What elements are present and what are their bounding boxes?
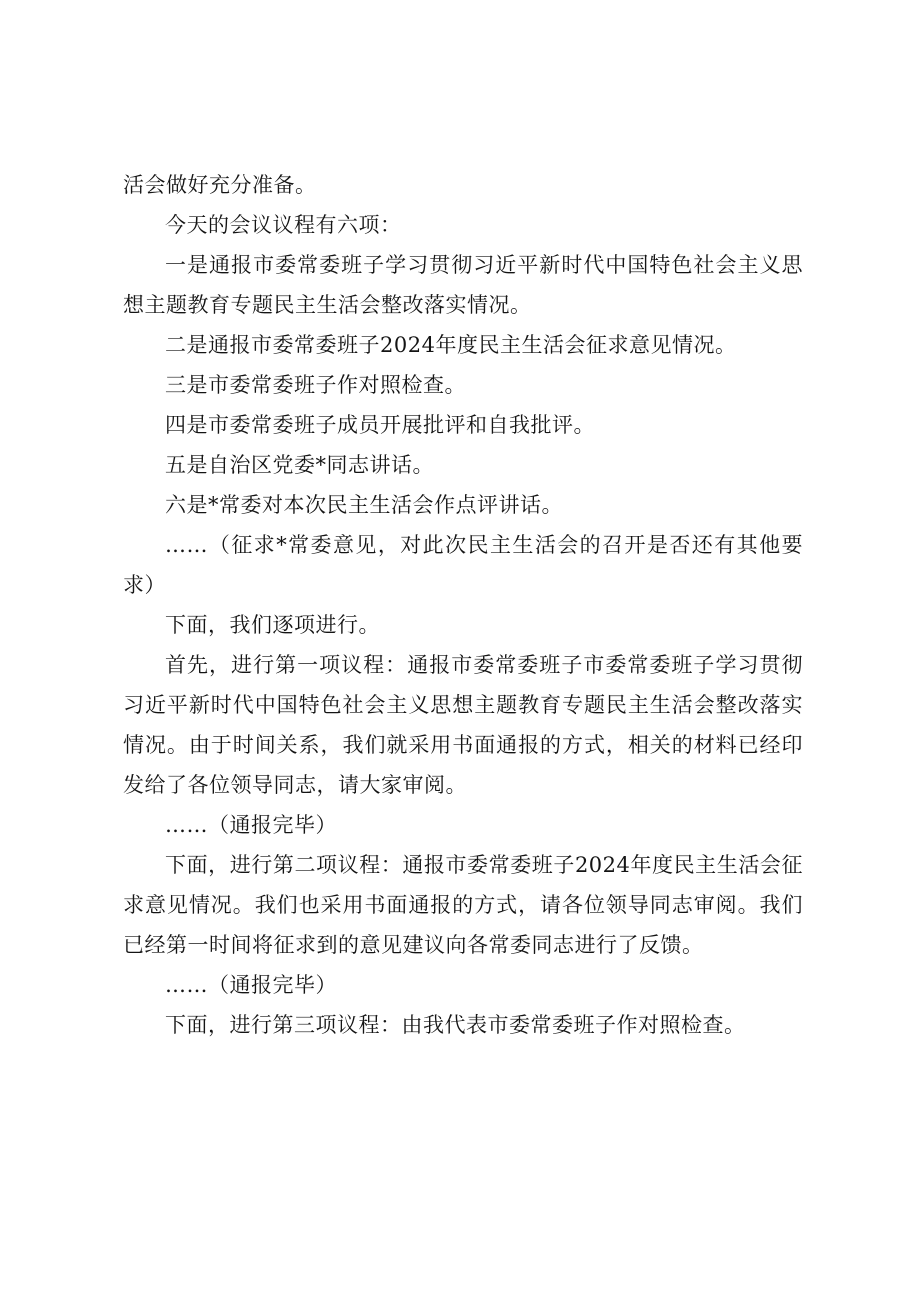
paragraph-report-done-2: ……（通报完毕） [165, 973, 337, 997]
paragraph-first-item: 首先，进行第一项议程：通报市委常委班子市委常委班子学习贯彻习近平新时代中国特色社会主义思想主题教育专题民主生活会整改落实情况。由于时间关系，我们就采用书面通报的方式，相关的材料已经印发给了各位领导同志，请大家审阅。 [123, 653, 803, 797]
paragraph-continuation: 活会做好充分准备。 [123, 173, 317, 197]
paragraph-report-done-1: ……（通报完毕） [165, 813, 337, 837]
paragraph-solicit-opinion: ……（征求*常委意见，对此次民主生活会的召开是否还有其他要求） [123, 533, 803, 597]
paragraph-proceed: 下面，我们逐项进行。 [165, 613, 380, 637]
paragraph-agenda-intro: 今天的会议议程有六项： [165, 213, 402, 237]
paragraph-third-item: 下面，进行第三项议程：由我代表市委常委班子作对照检查。 [165, 1013, 746, 1037]
paragraph-agenda-item-5: 五是自治区党委*同志讲话。 [165, 453, 434, 477]
document-body [123, 165, 803, 1045]
paragraph-agenda-item-2: 二是通报市委常委班子2024年度民主生活会征求意见情况。 [165, 333, 737, 357]
paragraph-agenda-item-4: 四是市委常委班子成员开展批评和自我批评。 [165, 413, 595, 437]
paragraph-agenda-item-1: 一是通报市委常委班子学习贯彻习近平新时代中国特色社会主义思想主题教育专题民主生活会整改落实情况。 [123, 253, 803, 317]
paragraph-agenda-item-3: 三是市委常委班子作对照检查。 [165, 373, 466, 397]
paragraph-second-item: 下面，进行第二项议程：通报市委常委班子2024年度民主生活会征求意见情况。我们也采用书面通报的方式，请各位领导同志审阅。我们已经第一时间将征求到的意见建议向各常委同志进行了反馈。 [123, 853, 803, 957]
paragraph-agenda-item-6: 六是*常委对本次民主生活会作点评讲话。 [165, 493, 563, 517]
